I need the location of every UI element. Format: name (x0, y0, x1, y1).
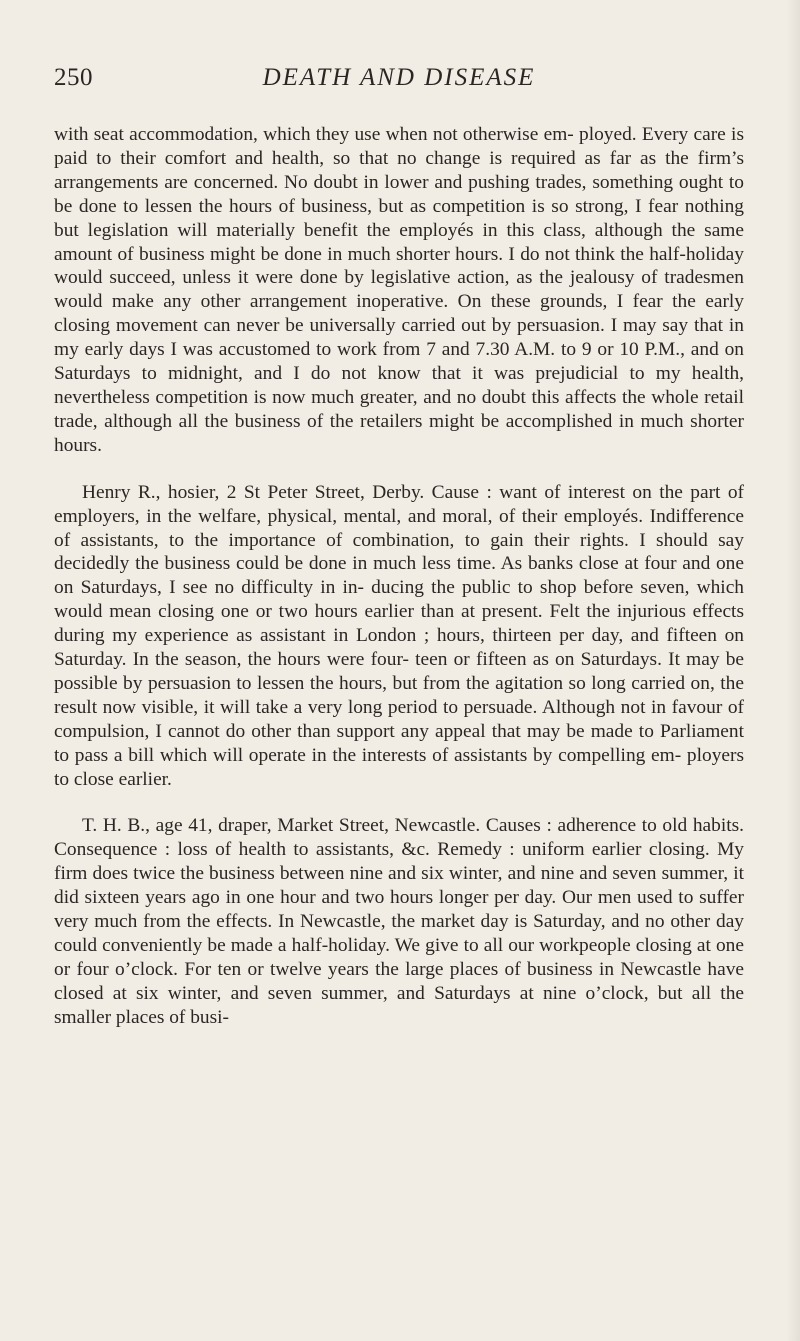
paragraph-continuation: with seat accommodation, which they use when not otherwise em- ployed. Every care is paid to their comfort and health, so that no change is required as far as the firm’s arrangements are concerned. No doubt in lower and pushing trades, something ought to be done to lessen the hours of business, but as competition is so strong, I fear nothing but legislation will materially benefit the employés in this class, although the same amount of business might be done in much shorter hours. I do not think the half-holiday would succeed, unless it were done by legislative action, as the jealousy of tradesmen would make any other arrangement inoperative. On these grounds, I fear the early closing movement can never be universally carried out by persuasion. I may say that in my early days I was accustomed to work from 7 and 7.30 A.M. to 9 or 10 P.M., and on Saturdays to midnight, and I do not know that it was prejudicial to my health, nevertheless competition is now much greater, and no doubt this affects the whole retail trade, although all the business of the retailers might be accomplished in much shorter hours. (54, 124, 744, 456)
body-text (54, 123, 744, 1030)
page-edge-shadow (786, 0, 800, 1341)
page-number: 250 (54, 64, 93, 91)
page-header (54, 64, 744, 98)
paragraph-t-h-b: T. H. B., age 41, draper, Market Street, Newcastle. Causes : adherence to old habits. Consequence : loss of health to assistants, &c. Remedy : uniform earlier closing. My firm does twice the business between nine and six winter, and nine and seven summer, it did sixteen years ago in one hour and two hours longer per day. Our men used to suffer very much from the effects. In Newcastle, the market day is Saturday, and no other day could conveniently be made a half-holiday. We give to all our workpeople closing at one or four o’clock. For ten or twelve years the large places of business in Newcastle have closed at six winter, and seven summer, and Saturdays at nine o’clock, but all the smaller places of busi- (54, 815, 744, 1028)
running-title: DEATH AND DISEASE (262, 64, 536, 91)
paragraph-henry-r: Henry R., hosier, 2 St Peter Street, Derby. Cause : want of interest on the part of employers, in the welfare, physical, mental, and moral, of their employés. Indifference of assistants, to the importance of combination, to gain their rights. I should say decidedly the business could be done in much less time. As banks close at four and one on Saturdays, I see no difficulty in in- ducing the public to shop before seven, which would mean closing one or two hours earlier than at present. Felt the injurious effects during my experience as assistant in London ; hours, thirteen per day, and fifteen on Saturday. In the season, the hours were four- teen or fifteen as on Saturdays. It may be possible by persuasion to lessen the hours, but from the agitation so long carried on, the result now visible, it will take a very long period to persuade. Although not in favour of compulsion, I cannot do other than support any appeal that may be made to Parliament to pass a bill which will operate in the interests of assistants by compelling em- ployers to close earlier. (54, 481, 744, 790)
